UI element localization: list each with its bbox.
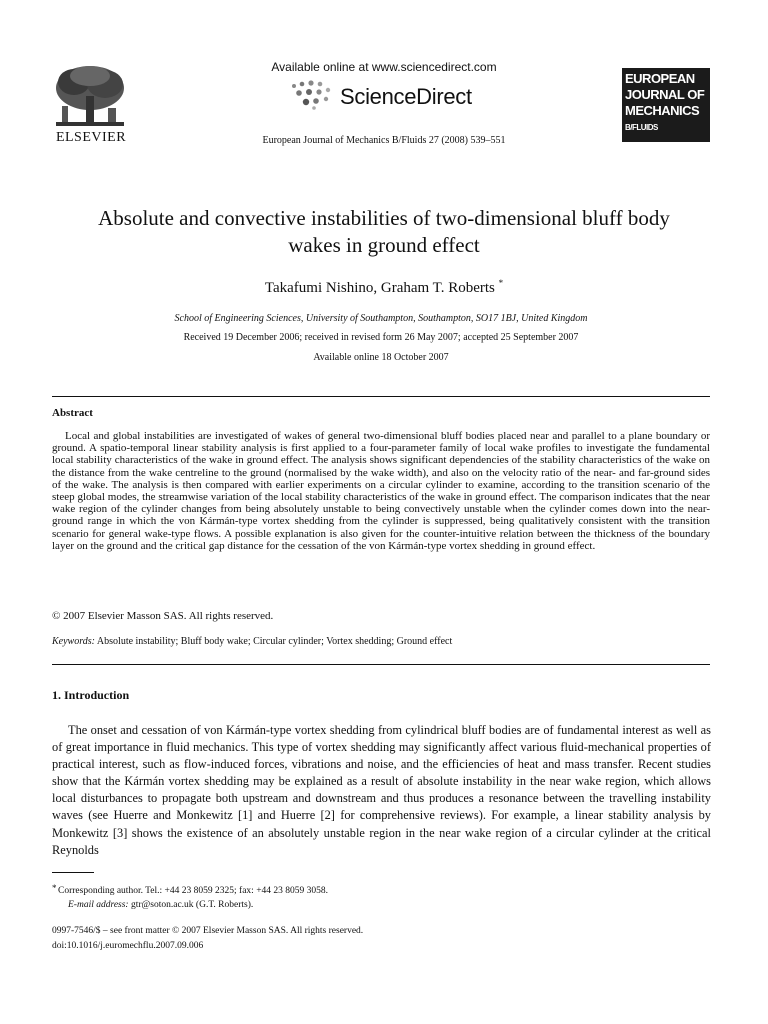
doi-link[interactable]: doi:10.1016/j.euromechflu.2007.09.006 bbox=[52, 941, 204, 951]
authors-text: Takafumi Nishino, Graham T. Roberts bbox=[264, 280, 495, 296]
corresponding-text: Corresponding author. Tel.: +44 23 8059 2325; fax: +44 23 8059 3058. bbox=[58, 886, 329, 896]
online-date: Available online 18 October 2007 bbox=[313, 352, 449, 363]
keywords bbox=[52, 636, 452, 647]
sciencedirect-logo: ScienceDirect bbox=[340, 84, 472, 109]
corresponding-author-note bbox=[52, 883, 329, 896]
cover-line: B/FLUIDS bbox=[625, 123, 658, 132]
abstract-heading: Abstract bbox=[52, 407, 93, 419]
author-list bbox=[0, 278, 768, 297]
email-note bbox=[68, 900, 253, 910]
footnote-divider bbox=[52, 872, 94, 873]
sciencedirect-dots-icon bbox=[290, 80, 336, 110]
title-line: wakes in ground effect bbox=[288, 233, 480, 257]
email-label: E-mail address: bbox=[68, 900, 129, 910]
cover-line: JOURNAL OF bbox=[625, 87, 705, 102]
abstract-text: Local and global instabilities are investigated of wakes of general two-dimensional bluff bodies placed near and parallel to a plane boundary or ground. A spatio-temporal linear stability analysis is first applied to a four-parameter family of local wake profiles to investigate the fundamental local stability characteristics of the wake in ground effect. The analysis shows significant dependencies of the stability characteristics of the wake on the distance from the wake centreline to the ground (normalised by the wake width), and also on the velocity ratio of the near- and far-ground sides of the wake. The analysis is then compared with earlier experiments on a circular cylinder to examine, according to the transition scenario of the steep global modes, the streamwise variation of the local stability characteristics of the wake in ground effect. The comparison indicates that the near wake region of the cylinder changes from being absolutely unstable to being convectively unstable when the cylinder comes down into the near-ground range in which the von Kármán-type vortex shedding from the cylinder is suppressed, being qualitatively consistent with the transition scenario for general wake-type flows. A possible explanation is also given for the counter-intuitive relation between the thickness of the boundary layer on the ground and the critical gap distance for the cessation of the von Kármán-type vortex shedding in ground effect. bbox=[52, 430, 710, 552]
cover-line: MECHANICS bbox=[625, 103, 700, 118]
received-dates: Received 19 December 2006; received in revised form 26 May 2007; accepted 25 September 2007 bbox=[183, 332, 579, 343]
keywords-label: Keywords: bbox=[52, 636, 95, 647]
cover-line: EUROPEAN bbox=[625, 71, 695, 86]
journal-reference: European Journal of Mechanics B/Fluids 27 (2008) 539–551 bbox=[262, 135, 506, 146]
divider bbox=[52, 396, 710, 397]
journal-cover-logo bbox=[622, 68, 710, 142]
footnote-mark: * bbox=[52, 883, 57, 893]
article-title bbox=[40, 205, 728, 259]
title-line: Absolute and convective instabilities of two-dimensional bluff body bbox=[98, 206, 670, 230]
intro-paragraph: The onset and cessation of von Kármán-type vortex shedding from cylindrical bluff bodies are of fundamental interest as well as of great importance in fluid mechanics. This type of vortex shedding may significantly affect various fluid-mechanical properties of practical interest, such as flow-induced forces, vibrations and noise, and the efficiencies of heat and mass transfer. Recent studies show that the Kármán vortex shedding may be explained as a result of absolute instability in the near wake region, which allows local disturbances to propagate both upstream and downstream and thus produces a resonance between the travelling instability waves (see Huerre and Monkewitz [1] and Huerre [2] for comprehensive reviews). For example, a linear stability analysis by Monkewitz [3] shows the existence of an absolutely unstable region in the near wake region of a circular cylinder at the critical Reynolds bbox=[52, 723, 711, 857]
author-footnote-mark[interactable]: * bbox=[498, 278, 504, 288]
section-heading: 1. Introduction bbox=[52, 688, 130, 702]
keywords-list: Absolute instability; Bluff body wake; Circular cylinder; Vortex shedding; Ground effect bbox=[96, 636, 453, 647]
affiliation: School of Engineering Sciences, University of Southampton, Southampton, SO17 1BJ, United Kingdom bbox=[174, 313, 588, 324]
email-address[interactable]: gtr@soton.ac.uk (G.T. Roberts). bbox=[130, 900, 254, 910]
copyright-notice: © 2007 Elsevier Masson SAS. All rights reserved. bbox=[52, 610, 274, 622]
front-matter-note: 0997-7546/$ – see front matter © 2007 Elsevier Masson SAS. All rights reserved. bbox=[52, 926, 364, 936]
publisher-name: ELSEVIER bbox=[55, 130, 127, 145]
available-online-link[interactable]: Available online at www.sciencedirect.com bbox=[271, 60, 497, 74]
divider bbox=[52, 664, 710, 665]
